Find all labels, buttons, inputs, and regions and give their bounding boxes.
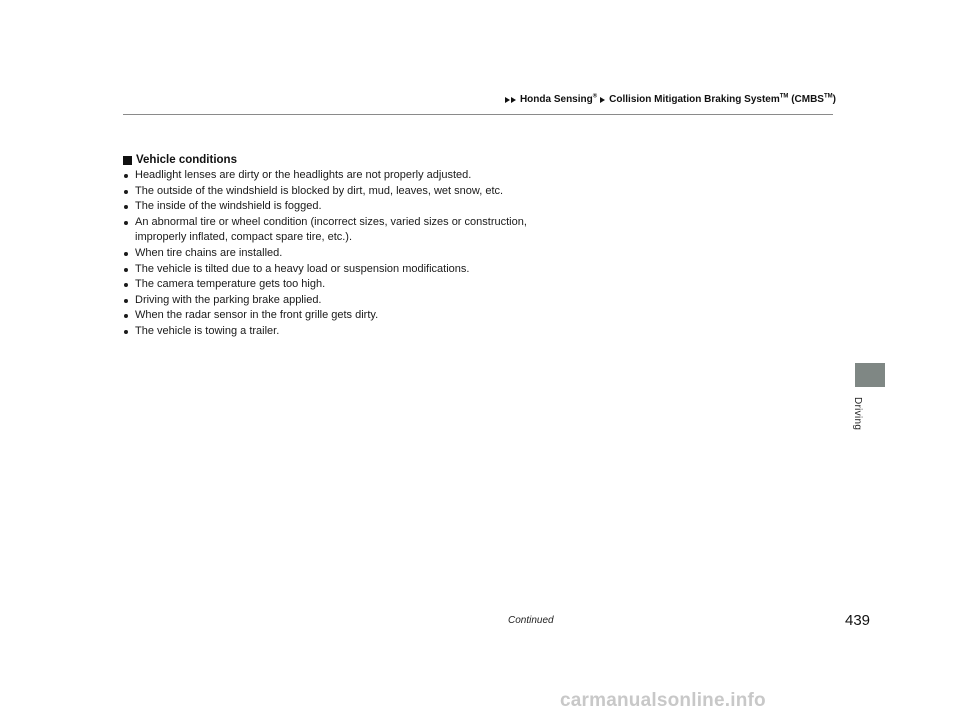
bullet-icon bbox=[124, 268, 128, 272]
chapter-tab-label: Driving bbox=[852, 397, 863, 431]
breadcrumb-item-cmbs: Collision Mitigation Braking System™ (CMBS™) bbox=[609, 93, 836, 105]
list-item: When the radar sensor in the front grille gets dirty. bbox=[123, 308, 723, 324]
bullet-icon bbox=[124, 330, 128, 334]
bullet-icon bbox=[124, 283, 128, 287]
section-heading bbox=[123, 154, 723, 166]
chapter-tab[interactable] bbox=[855, 363, 885, 387]
list-item: Driving with the parking brake applied. bbox=[123, 293, 723, 309]
bullet-icon bbox=[124, 314, 128, 318]
breadcrumb-item-honda-sensing: Honda Sensing® bbox=[519, 93, 598, 105]
bullet-icon bbox=[124, 174, 128, 178]
bullet-icon bbox=[124, 252, 128, 256]
header-divider bbox=[123, 114, 833, 115]
list-item: When tire chains are installed. bbox=[123, 246, 723, 262]
breadcrumb bbox=[505, 94, 836, 105]
section-heading-text: Vehicle conditions bbox=[136, 154, 237, 166]
list-item: Headlight lenses are dirty or the headlights are not properly adjusted. bbox=[123, 168, 723, 184]
main-content bbox=[123, 154, 723, 340]
bullet-icon bbox=[124, 221, 128, 225]
watermark: carmanualsonline.info bbox=[560, 690, 766, 711]
bullet-icon bbox=[124, 205, 128, 209]
continued-label: Continued bbox=[508, 615, 554, 626]
breadcrumb-arrow-icon bbox=[600, 97, 606, 103]
bullet-icon bbox=[124, 299, 128, 303]
condition-list bbox=[123, 168, 723, 340]
list-item: The vehicle is towing a trailer. bbox=[123, 324, 723, 340]
square-bullet-icon bbox=[123, 156, 132, 165]
list-item: The outside of the windshield is blocked by dirt, mud, leaves, wet snow, etc. bbox=[123, 184, 723, 200]
bullet-icon bbox=[124, 190, 128, 194]
list-item: The vehicle is tilted due to a heavy load or suspension modifications. bbox=[123, 262, 723, 278]
page-number: 439 bbox=[845, 612, 871, 629]
list-item: The inside of the windshield is fogged. bbox=[123, 199, 723, 215]
list-item: An abnormal tire or wheel condition (incorrect sizes, varied sizes or construction, improperly inflated, compact spare tire, etc.). bbox=[123, 215, 575, 246]
list-item: The camera temperature gets too high. bbox=[123, 277, 723, 293]
breadcrumb-arrow-icon bbox=[505, 97, 517, 103]
